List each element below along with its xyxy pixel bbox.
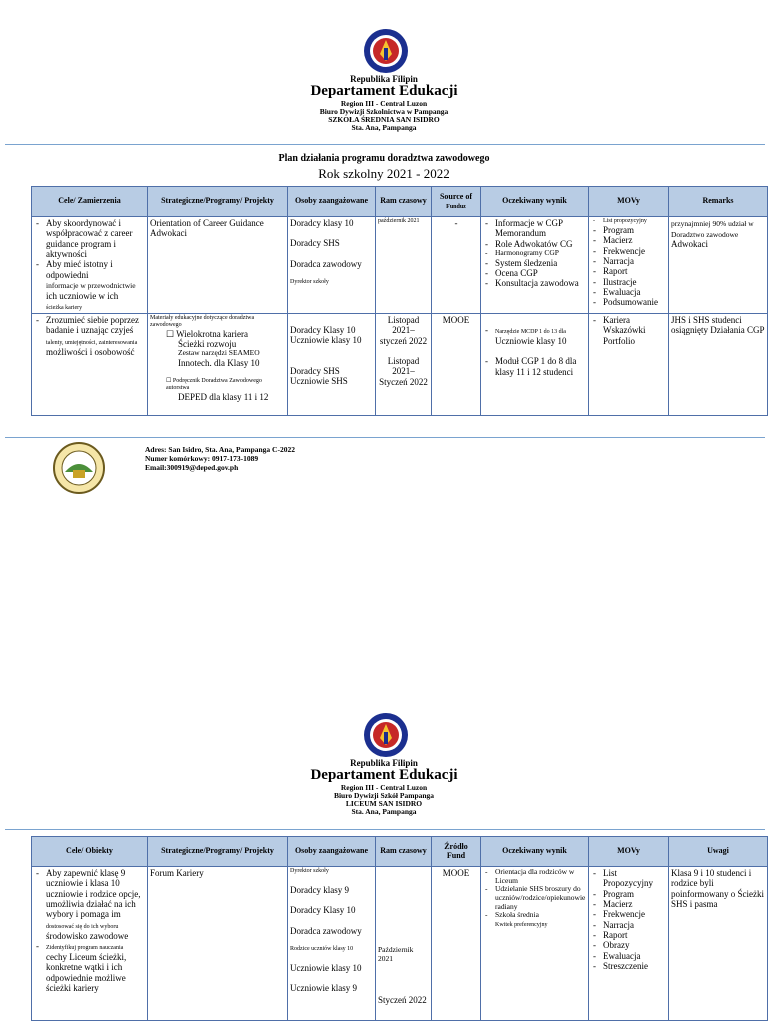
column-header	[432, 837, 481, 867]
list-item: - Program	[591, 889, 666, 899]
list-item	[34, 868, 145, 941]
persons-cell	[288, 313, 376, 415]
objectives-cell	[32, 867, 148, 1021]
movs-cell	[589, 217, 669, 314]
person-item: Rodzice uczniów klasy 10	[290, 945, 354, 952]
list-item: - Konsultacja zawodowa	[483, 278, 586, 288]
list-item: - Kariera Wskazówki Portfolio	[591, 315, 666, 346]
column-header: Uwagi	[669, 837, 768, 867]
footer-address: Adres: San Isidro, Sta. Ana, Pampanga C-2022	[145, 445, 295, 454]
list-item: - Ilustracje	[591, 277, 666, 287]
school-logo-icon	[53, 442, 105, 494]
list-item	[34, 315, 145, 357]
list-item	[591, 266, 666, 276]
outcome-text: Szkoła średnia	[495, 910, 539, 920]
document-page-2	[0, 690, 768, 1024]
remarks-cell: JHS i SHS studenci osiągnięty Działania CGP	[669, 313, 768, 415]
footer-divider	[5, 437, 765, 438]
person-item: Doradcy Klasy 10	[290, 905, 356, 916]
timeframe-item: Listopad 2021– styczeń 2022	[379, 314, 428, 346]
timeframe-item: Styczeń 2022	[378, 995, 427, 1006]
department-name: Departament Edukacji	[310, 83, 458, 100]
school-location: Sta. Ana, Pampanga	[351, 122, 417, 132]
person-item: Uczniowie klasy 9	[290, 983, 357, 994]
column-header: Strategiczne/Programy/ Projekty	[148, 187, 288, 217]
person-item: Dyrektor szkoły	[290, 279, 329, 286]
footer-email: Email:300919@deped.gov.ph	[145, 463, 239, 472]
school-year: Rok szkolny 2021 - 2022	[318, 166, 450, 181]
list-item: - Narracja	[591, 256, 666, 266]
list-item: - Role Adwokatów CG	[483, 239, 586, 249]
objective-text: cechy Liceum ścieżki, konkretne wątki i ich odpowiednie możliwe ścieżki kariery	[46, 951, 127, 993]
list-item: - Aby skoordynować i współpracować z career guidance program i aktywności	[34, 218, 145, 259]
column-header	[432, 187, 481, 217]
timeframe-cell	[376, 867, 432, 1021]
movs-cell	[589, 313, 669, 415]
outcome-text: Uczniowie klasy 10	[495, 335, 567, 346]
objective-text: Aby mieć istotny i odpowiedni	[46, 259, 113, 280]
movs-text: Raport	[603, 266, 628, 277]
objective-text: możliwości i osobowość	[46, 346, 135, 357]
list-item	[34, 941, 145, 993]
program-item-line: DEPED dla klasy 11 i 12	[178, 392, 269, 403]
objectives-cell	[32, 313, 148, 415]
list-item: - Streszczenie	[591, 961, 666, 971]
list-item: - Obrazy	[591, 940, 666, 950]
list-item	[483, 325, 586, 346]
list-item: - Podsumowanie	[591, 297, 666, 307]
person-item: Dyrektor szkoły	[290, 868, 329, 874]
objective-text: ich uczniowie w ich	[46, 290, 119, 301]
objective-text: Aby zapewnić klasę 9 uczniowie i klasa 10 uczniowie i rodzice opcje, umożliwia działać na ich wybory i pomaga im	[46, 868, 141, 920]
department-name: Departament Edukacji	[310, 767, 458, 784]
list-item: - Moduł CGP 1 do 8 dla klasy 11 i 12 studenci	[483, 356, 586, 377]
column-header: MOVy	[589, 187, 669, 217]
footer-contact	[145, 445, 295, 472]
table-header-row	[32, 187, 768, 217]
program-item-line: Ścieżki rozwoju	[178, 339, 237, 350]
list-item: - Ewaluacja	[591, 951, 666, 961]
column-header-line: Fund	[446, 850, 466, 860]
column-header: Osoby zaangażowane	[288, 837, 376, 867]
remarks-small-text: przynajmniej 90% udział w Doradztwo zawodowe	[671, 219, 754, 239]
column-header: Oczekiwany wynik	[481, 187, 589, 217]
list-item: - Raport	[591, 930, 666, 940]
objective-small-text: ścieżka kariery	[46, 305, 83, 312]
school-location: Sta. Ana, Pampanga	[351, 806, 417, 816]
footer-phone: Numer komórkowy: 0917-173-1089	[145, 454, 259, 463]
list-item	[483, 911, 586, 929]
persons-cell	[288, 867, 376, 1021]
outcome-cell	[481, 313, 589, 415]
person-item: Doradca zawodowy	[290, 258, 362, 269]
action-plan-table	[31, 186, 768, 416]
region-name: Region III - Central Luzon	[340, 99, 428, 109]
objective-text: Zrozumieć siebie poprzez badanie i uznając czyjeś	[46, 314, 139, 336]
list-item: - System śledzenia	[483, 258, 586, 268]
objective-small-text: Zidentyfikuj program nauczania	[46, 944, 124, 951]
action-plan-table	[31, 836, 768, 1021]
letterhead	[0, 759, 768, 816]
list-item: - Ewaluacja	[591, 287, 666, 297]
program-item-line: Zestaw narzędzi SEAMEO	[178, 348, 260, 358]
person-item: Doradcy klasy 10	[290, 218, 354, 228]
objective-small-text: talenty, umiejętności, zainteresowania	[46, 339, 138, 346]
program-cell	[148, 313, 288, 415]
person-item: Uczniowie klasy 10	[290, 962, 362, 973]
column-header: Cele/ Zamierzenia	[32, 187, 148, 217]
letterhead	[0, 75, 768, 132]
program-small-text: Materiały edukacyjne dotyczące doradztwa zawodowego	[150, 314, 255, 328]
program-cell: Orientation of Career Guidance Adwokaci	[148, 217, 288, 314]
region-name: Region III - Central Luzon	[340, 783, 428, 793]
timeframe-cell	[376, 313, 432, 415]
school-name: LICEUM SAN ISIDRO	[345, 798, 423, 808]
program-item-text: Podręcznik Doradztwa Zawodowego autorstwa	[166, 378, 262, 392]
timeframe-item: Listopad 2021– Styczeń 2022	[379, 355, 428, 387]
objective-small-text: dostosować się do ich wyboru	[46, 923, 119, 930]
fund-cell: -	[432, 217, 481, 314]
list-item: - Frekwencje	[591, 246, 666, 256]
outcome-small-text: Kwitek preferencyjny	[495, 921, 548, 928]
list-item: - List propozycyjny	[591, 218, 666, 225]
checkbox-icon: ☐	[166, 378, 173, 385]
checkbox-icon: ☐	[166, 328, 177, 339]
remarks-text: Adwokaci	[671, 239, 708, 250]
program-cell: Forum Kariery	[148, 867, 288, 1021]
timeframe-item: Październik 2021	[378, 945, 414, 963]
column-header-line: Source of	[439, 191, 473, 201]
objective-text: środowisko zawodowe	[46, 930, 129, 941]
header-divider	[5, 829, 765, 830]
persons-cell	[288, 217, 376, 314]
table-row	[32, 313, 768, 415]
deped-seal-icon	[363, 28, 409, 74]
list-item: - Udzielanie SHS broszury do uczniów/rodzice/opiekunowie radiany	[483, 885, 586, 911]
program-item-line: Innotech. dla Klasy 10	[178, 358, 260, 369]
school-name: SZKOŁA ŚREDNIA SAN ISIDRO	[328, 114, 440, 124]
list-item: - Ocena CGP	[483, 268, 586, 278]
column-header: MOVy	[589, 837, 669, 867]
list-item: - Frekwencje	[591, 909, 666, 919]
plan-title: Plan działania programu doradztwa zawodowego	[278, 153, 490, 164]
list-item: - Informacje w CGP Memorandum	[483, 218, 586, 239]
person-item: Doradcy SHS	[290, 238, 340, 249]
table-row	[32, 867, 768, 1021]
list-item	[34, 259, 145, 312]
movs-cell	[589, 867, 669, 1021]
column-header: Ram czasowy	[376, 187, 432, 217]
remarks-cell	[669, 217, 768, 314]
column-header: Strategiczne/Programy/ Projekty	[148, 837, 288, 867]
program-group	[150, 329, 285, 403]
fund-cell: MOOE	[432, 867, 481, 1021]
list-item: - List Propozycyjny	[591, 868, 666, 889]
movs-text: Macierz	[603, 235, 633, 246]
column-header: Ram czasowy	[376, 837, 432, 867]
column-header-line: Źródło	[444, 841, 468, 851]
person-item: Doradcy Klasy 10 Uczniowie klasy 10	[290, 324, 362, 346]
country-name: Republika Filipin	[350, 74, 418, 84]
header-divider	[5, 144, 765, 145]
remarks-cell: Klasa 9 i 10 studenci i rodzice byli poinformowany o Ścieżki SHS i pasma	[669, 867, 768, 1021]
timeframe-cell: październik 2021	[376, 217, 432, 314]
deped-seal-icon	[363, 712, 409, 758]
division-name: Biuro Dywizji Szkolnictwa w Pampanga	[319, 107, 449, 117]
document-page-1	[0, 0, 768, 472]
outcome-cell	[481, 867, 589, 1021]
fund-cell: MOOE	[432, 313, 481, 415]
division-name: Biuro Dywizji Szkół Pampanga	[333, 791, 435, 801]
objective-small-text: informacje w przewodnictwie	[46, 281, 136, 291]
list-item: - Harmonogramy CGP	[483, 249, 586, 258]
program-item	[166, 329, 285, 339]
program-item	[166, 378, 285, 392]
column-header-line: Funduz	[446, 203, 466, 210]
table-header-row	[32, 837, 768, 867]
table-row	[32, 217, 768, 314]
list-item: - Narracja	[591, 920, 666, 930]
column-header: Remarks	[669, 187, 768, 217]
list-item	[591, 235, 666, 245]
person-item: Doradca zawodowy	[290, 925, 362, 936]
list-item: - Orientacja dla rodziców w Liceum	[483, 868, 586, 885]
outcome-cell	[481, 217, 589, 314]
column-header: Cele/ Obiekty	[32, 837, 148, 867]
person-item: Doradcy klasy 9	[290, 884, 349, 895]
outcome-small-text: Narzędzie MCDP 1 do 13 dla	[495, 328, 566, 335]
list-item: - Macierz	[591, 899, 666, 909]
objectives-cell	[32, 217, 148, 314]
column-header: Oczekiwany wynik	[481, 837, 589, 867]
country-name: Republika Filipin	[350, 758, 418, 768]
column-header: Osoby zaangażowane	[288, 187, 376, 217]
program-item-text: Wielokrotna kariera	[176, 328, 249, 339]
list-item: - Program	[591, 225, 666, 235]
person-item: Doradcy SHS Uczniowie SHS	[290, 365, 348, 386]
